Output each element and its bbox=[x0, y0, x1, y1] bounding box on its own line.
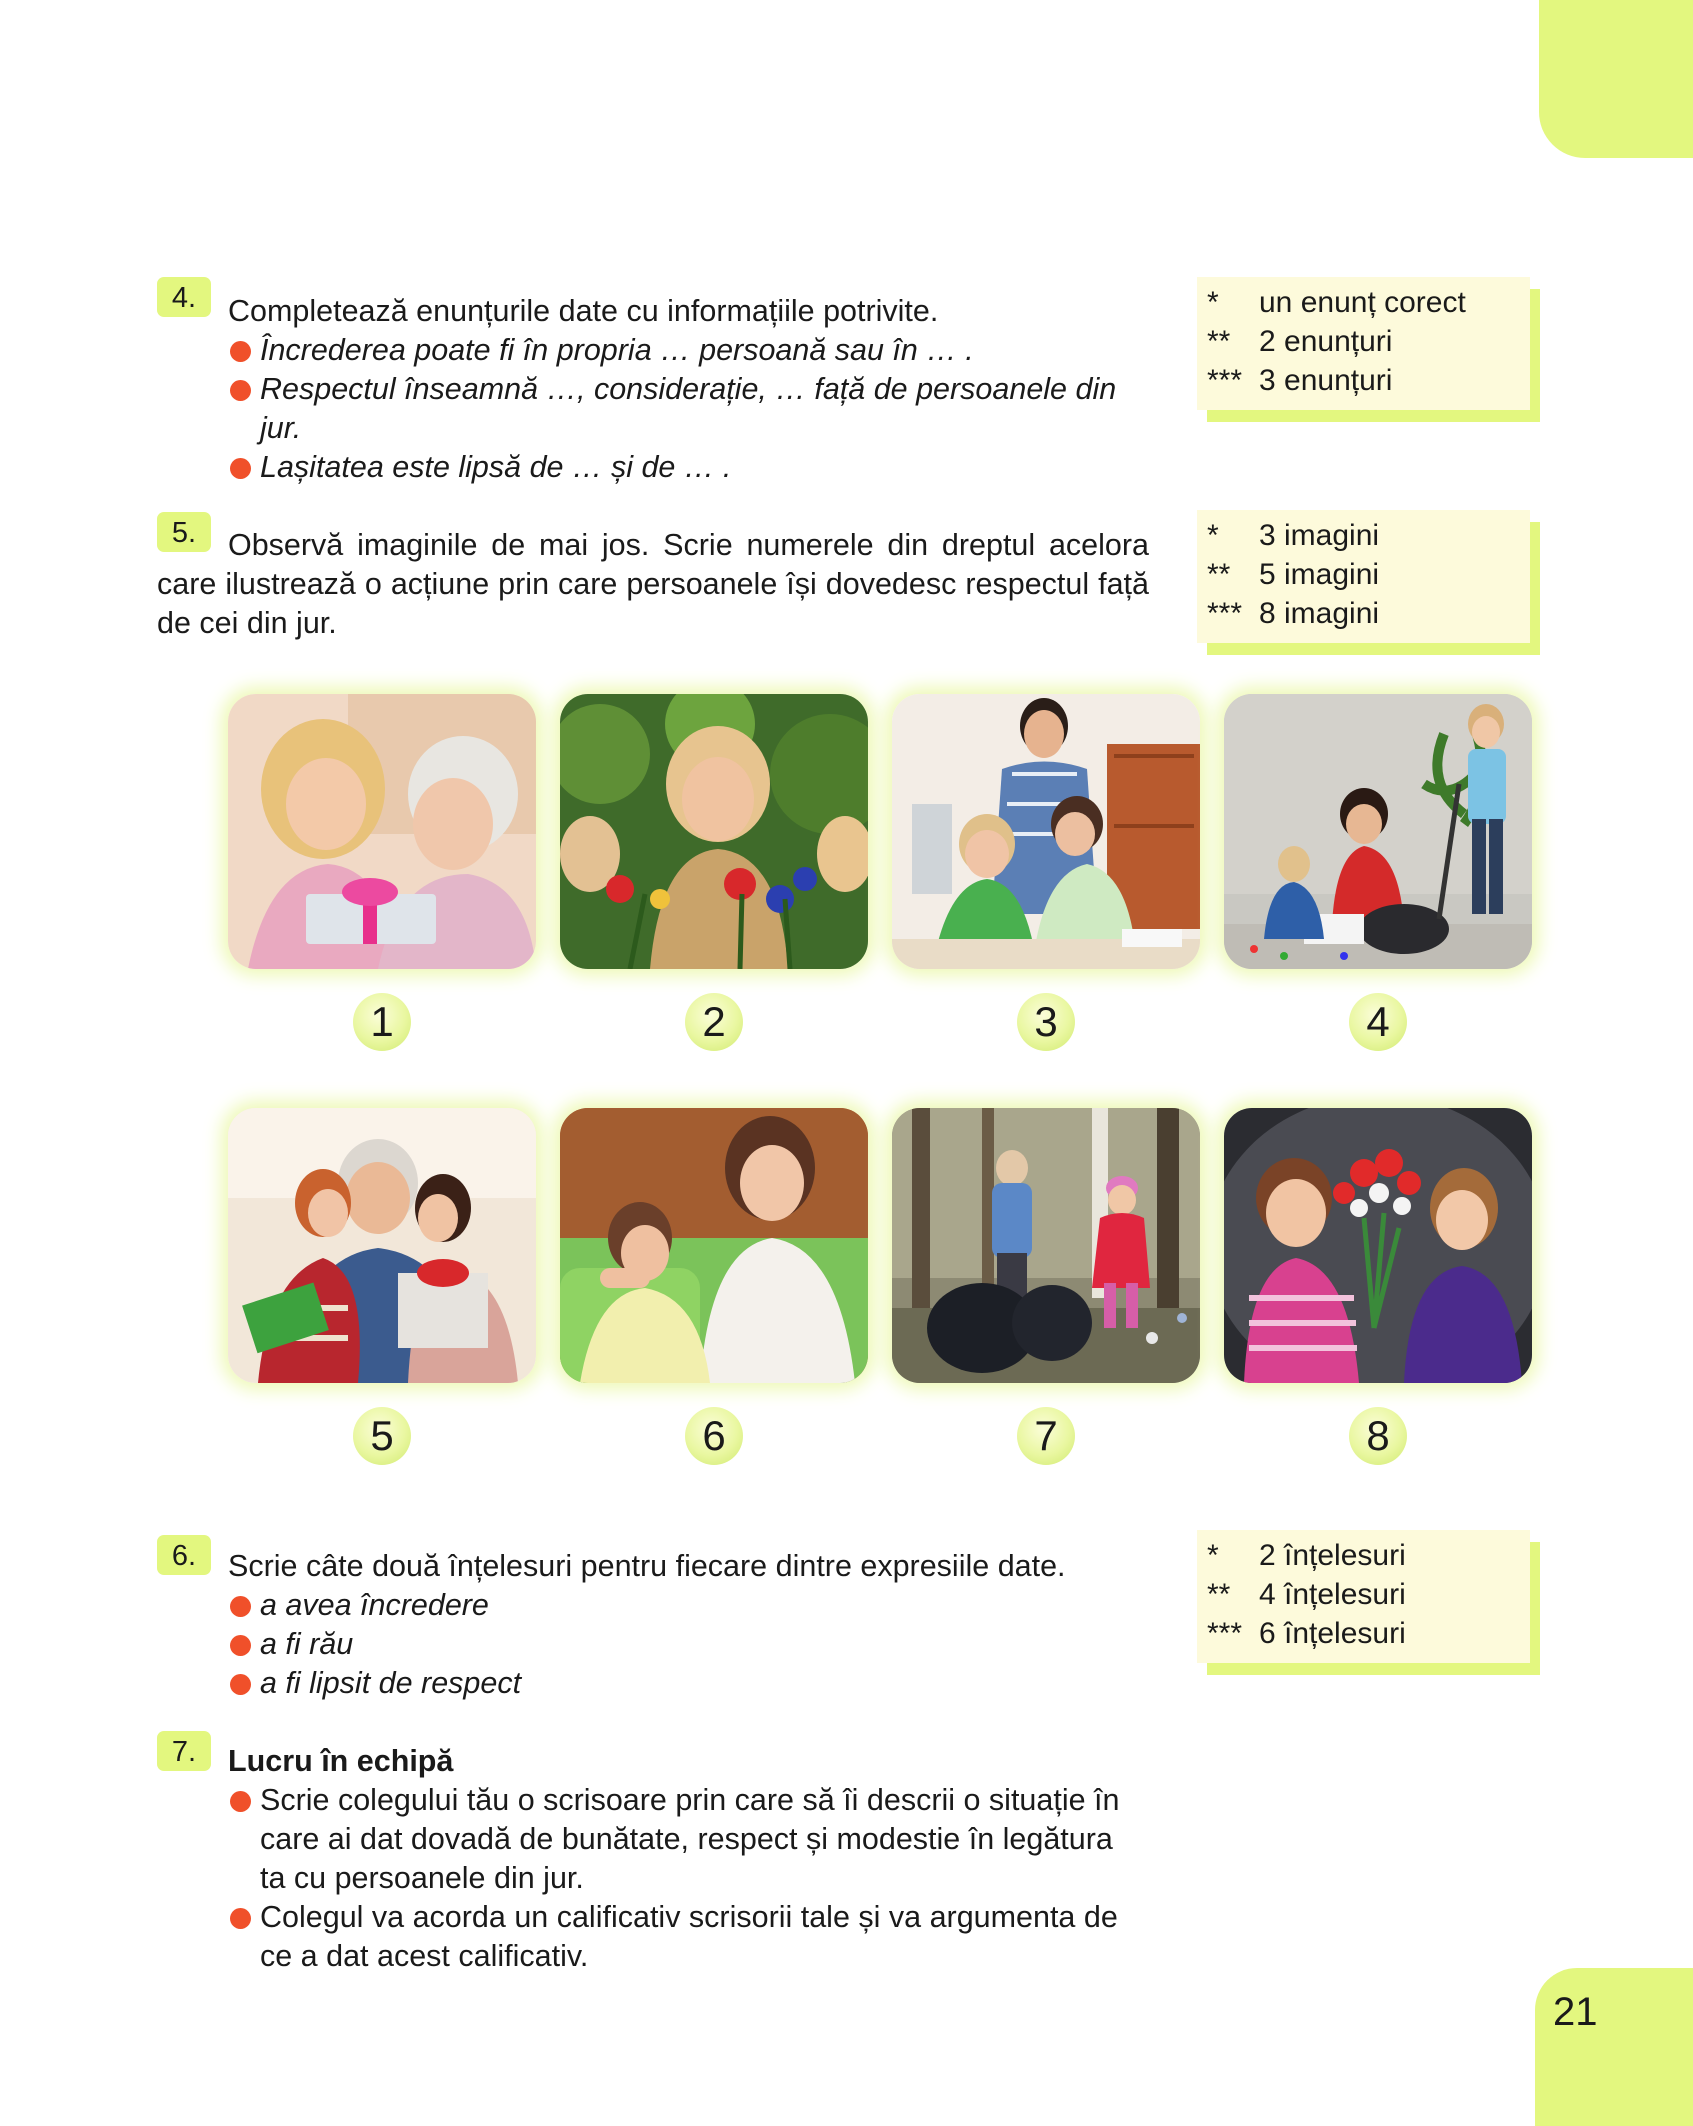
exercise-5-scoring bbox=[1197, 510, 1530, 643]
image-label-4: 4 bbox=[1349, 993, 1407, 1051]
list-item: Încrederea poate fi în propria … persoană sau în … . bbox=[228, 331, 1148, 370]
photo-1-girl-gives-gift-to-grandmother bbox=[228, 694, 536, 969]
scoring-row: * un enunț corect bbox=[1207, 286, 1466, 319]
bullet-dot bbox=[230, 341, 251, 362]
exercise-6-number: 6. bbox=[157, 1535, 211, 1575]
page-number-tab bbox=[1535, 1968, 1693, 2126]
exercise-7-bullets bbox=[228, 1781, 1133, 1976]
photo-6-bored-girl-and-mother bbox=[560, 1108, 868, 1383]
exercise-6-instruction: Scrie câte două înțelesuri pentru fiecare dintre expresiile date. bbox=[228, 1549, 1066, 1583]
image-label-3: 3 bbox=[1017, 993, 1075, 1051]
scoring-row: *** 8 imagini bbox=[1207, 597, 1380, 630]
exercise-6-scoring bbox=[1197, 1530, 1530, 1663]
image-label-2: 2 bbox=[685, 993, 743, 1051]
list-item: a fi lipsit de respect bbox=[228, 1664, 1148, 1703]
exercise-6-bullets bbox=[228, 1586, 1148, 1703]
bullet-dot bbox=[230, 1908, 251, 1929]
photo-8-boy-gives-flowers-to-girl bbox=[1224, 1108, 1532, 1383]
photo-3-parents-help-boy-with-homework bbox=[892, 694, 1200, 969]
exercise-7-title: Lucru în echipă bbox=[228, 1744, 454, 1778]
photo-5-grandchildren-kiss-grandfather bbox=[228, 1108, 536, 1383]
scoring-row: *** 6 înțelesuri bbox=[1207, 1617, 1406, 1650]
list-item: Lașitatea este lipsă de … și de … . bbox=[228, 448, 1148, 487]
page-number: 21 bbox=[1553, 1990, 1598, 2034]
list-item: a avea încredere bbox=[228, 1586, 1148, 1625]
image-label-7: 7 bbox=[1017, 1407, 1075, 1465]
bullet-dot bbox=[230, 1791, 251, 1812]
scoring-row: ** 2 enunțuri bbox=[1207, 325, 1393, 358]
exercise-7-number: 7. bbox=[157, 1731, 211, 1771]
exercise-4-bullets bbox=[228, 331, 1148, 487]
exercise-5-instruction: Observă imaginile de mai jos. Scrie numerele din dreptul acelora care ilustrează o acțiune prin care persoanele își dovedesc respectul față de cei din jur. bbox=[157, 528, 1149, 640]
exercise-4-scoring bbox=[1197, 277, 1530, 410]
scoring-row: *** 3 enunțuri bbox=[1207, 364, 1393, 397]
image-label-1: 1 bbox=[353, 993, 411, 1051]
photo-2-children-give-flowers-to-woman bbox=[560, 694, 868, 969]
exercise-7 bbox=[228, 1742, 1133, 1976]
exercise-5-number: 5. bbox=[157, 512, 211, 552]
list-item: Respectul înseamnă …, considerație, … față de persoanele din jur. bbox=[228, 370, 1148, 448]
image-label-6: 6 bbox=[685, 1407, 743, 1465]
list-item: Scrie colegului tău o scrisoare prin care să îi descrii o situație în care ai dat dovadă de bunătate, respect și modestie în legătura ta cu persoanele din jur. bbox=[228, 1781, 1133, 1898]
exercise-4-instruction: Completează enunțurile date cu informațiile potrivite. bbox=[228, 294, 939, 328]
scoring-row: ** 5 imagini bbox=[1207, 558, 1380, 591]
photo-7-children-collect-trash-in-forest bbox=[892, 1108, 1200, 1383]
bullet-dot bbox=[230, 1635, 251, 1656]
image-label-8: 8 bbox=[1349, 1407, 1407, 1465]
bullet-dot bbox=[230, 1596, 251, 1617]
bullet-dot bbox=[230, 380, 251, 401]
exercise-4-number: 4. bbox=[157, 277, 211, 317]
scoring-row: ** 4 înțelesuri bbox=[1207, 1578, 1406, 1611]
corner-decoration bbox=[1539, 0, 1693, 158]
scoring-row: * 3 imagini bbox=[1207, 519, 1380, 552]
exercise-4 bbox=[228, 292, 1148, 487]
bullet-dot bbox=[230, 1674, 251, 1695]
list-item: Colegul va acorda un calificativ scrisorii tale și va argumenta de ce a dat acest calificativ. bbox=[228, 1898, 1133, 1976]
scoring-row: * 2 înțelesuri bbox=[1207, 1539, 1406, 1572]
list-item: a fi rău bbox=[228, 1625, 1148, 1664]
bullet-dot bbox=[230, 458, 251, 479]
image-label-5: 5 bbox=[353, 1407, 411, 1465]
photo-4-children-help-mother-clean bbox=[1224, 694, 1532, 969]
exercise-6 bbox=[228, 1547, 1148, 1703]
